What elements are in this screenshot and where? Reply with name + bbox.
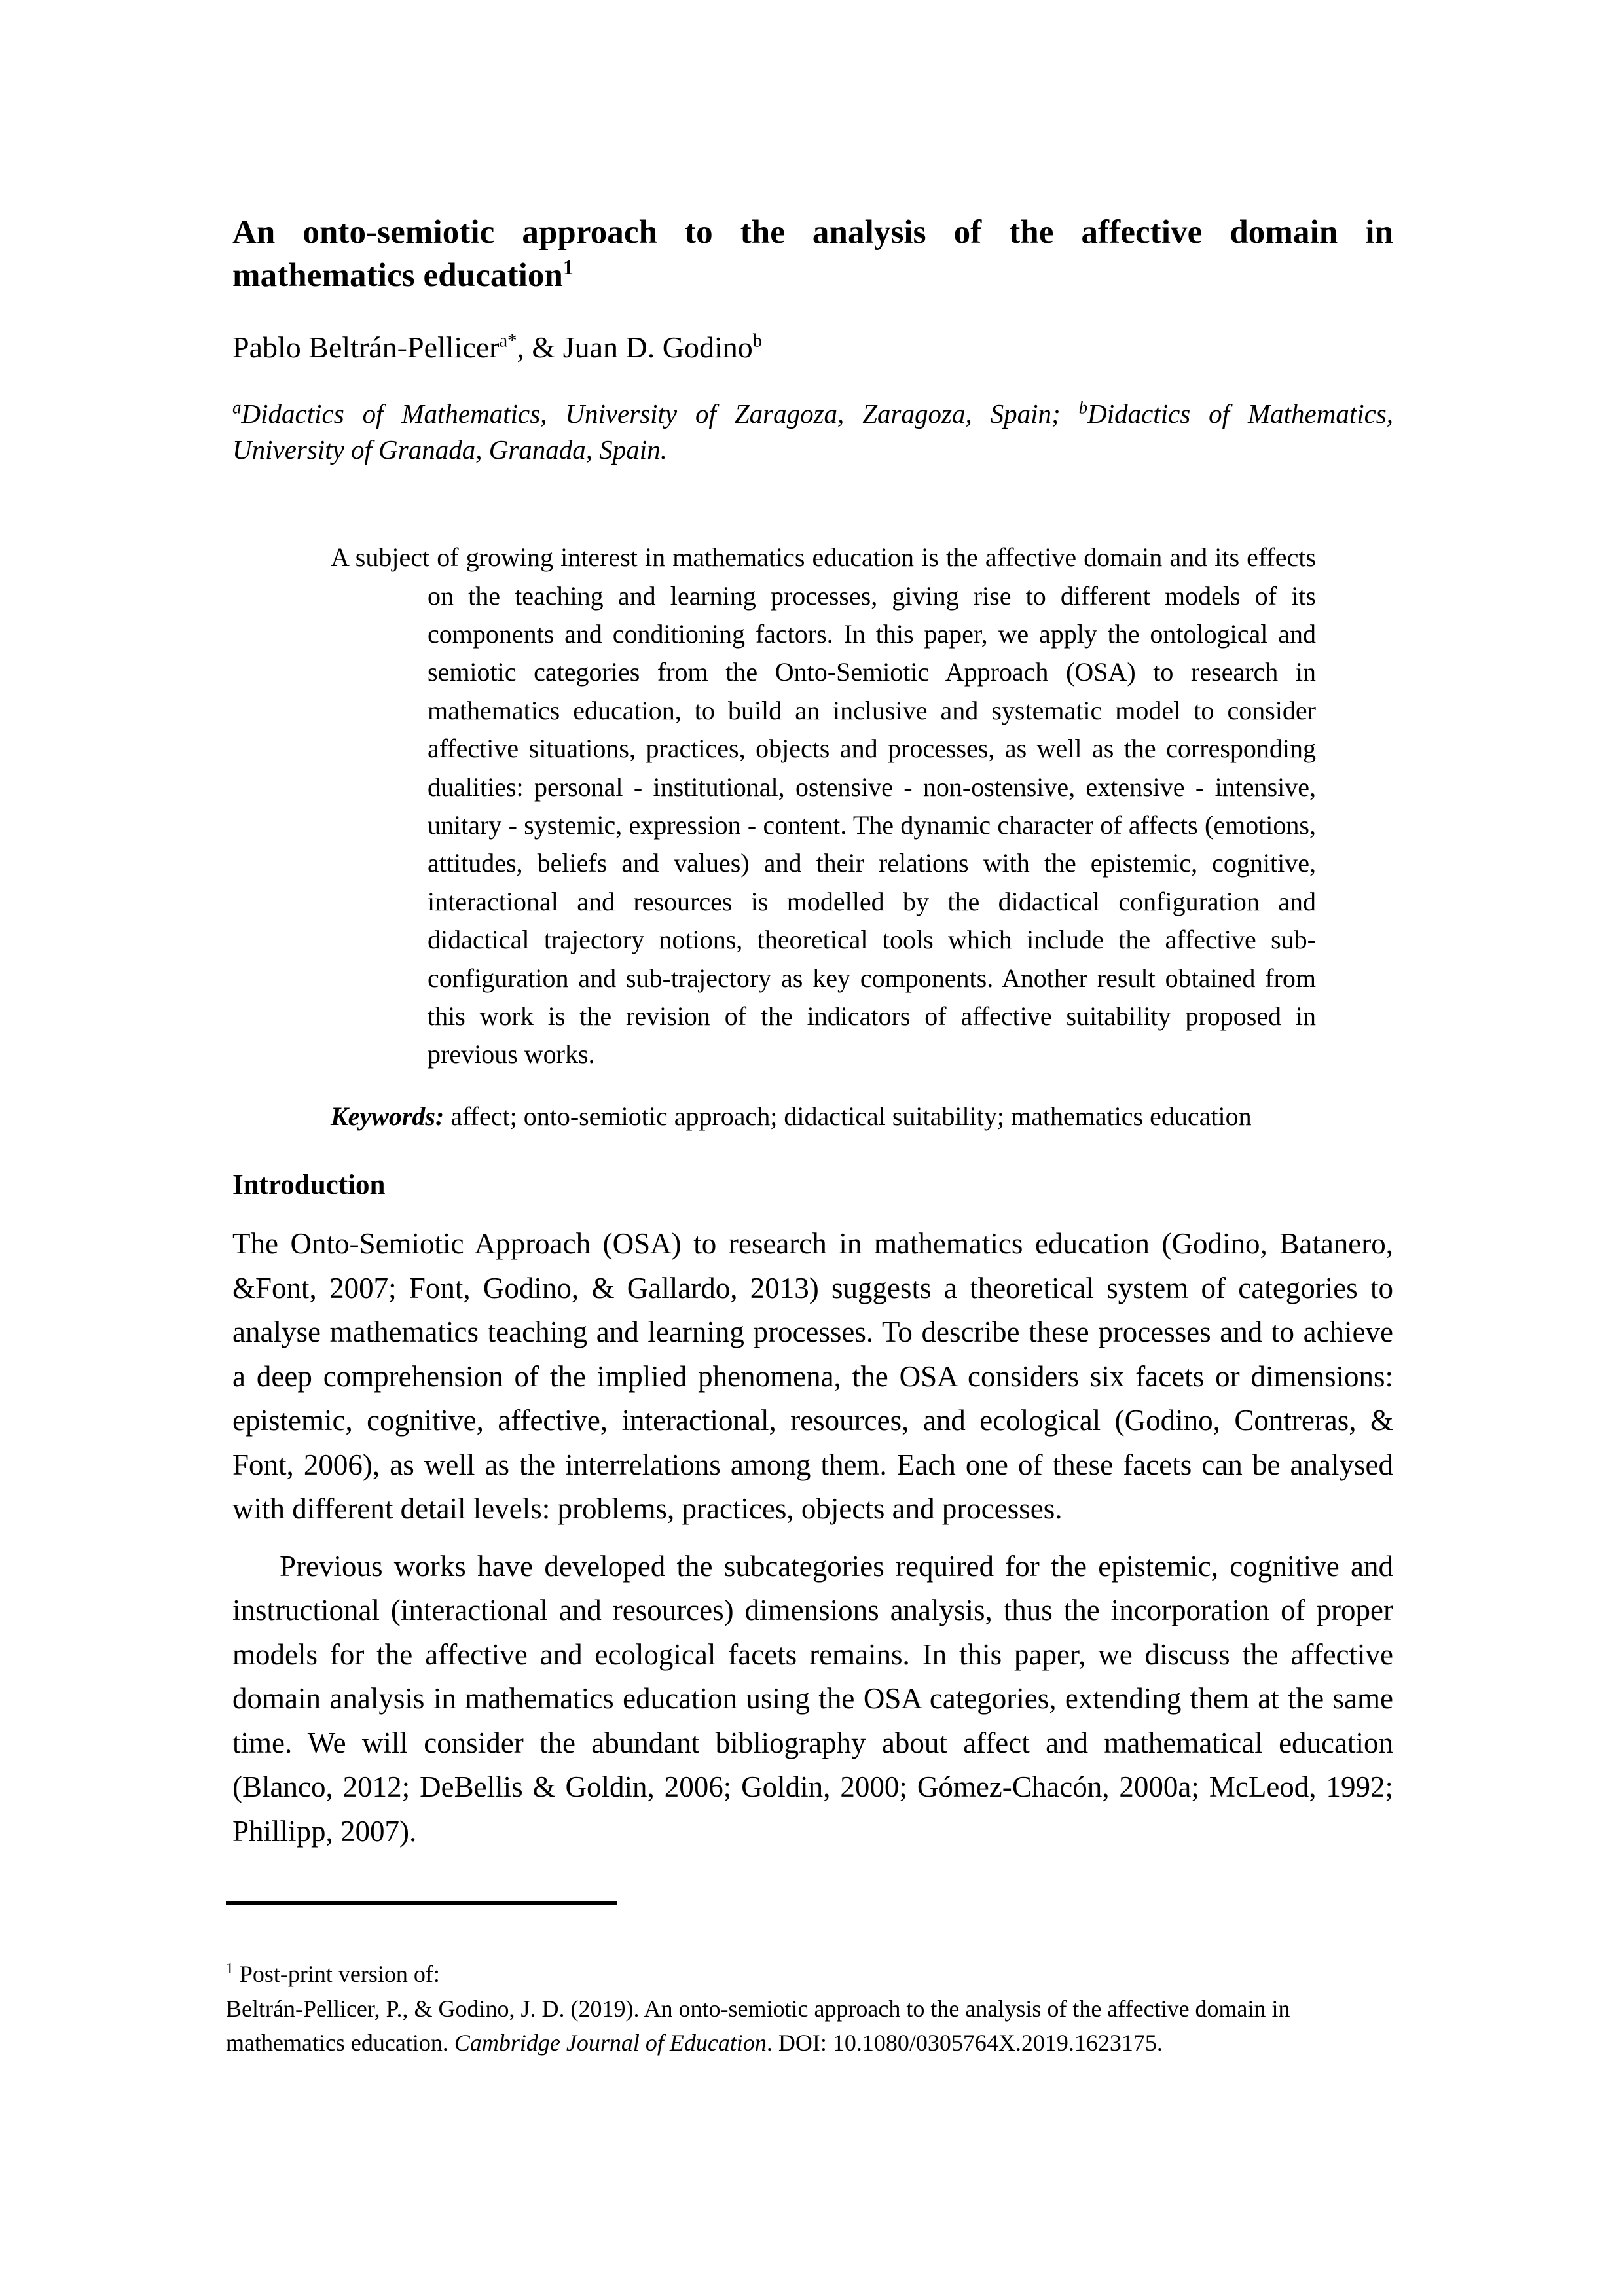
affiliation-text-b: Didactics of Mathematics, University of Granada, Granada, Spain. (232, 399, 1394, 465)
abstract-block (331, 468, 1316, 1136)
author-second-marker: b (752, 331, 763, 351)
abstract-text: A subject of growing interest in mathematics education is the affective domain and its effects on the teaching and learning processes, giving rise to different models of its components and conditioning factors. In this paper, we apply the ontological and semiotic categories from the Onto-Semiotic Approach (OSA) to research in mathematics education, to build an inclusive and systematic model to consider affective situations, practices, objects and processes, as well as the corresponding dualities: personal - institutional, ostensive - non-ostensive, extensive - intensive, unitary - systemic, expression - content. The dynamic character of affects (emotions, attitudes, beliefs and values) and their relations with the epistemic, cognitive, interactional and resources is modelled by the didactical configuration and didactical trajectory notions, theoretical tools which include the affective sub-configuration and sub-trajectory as key components. Another result obtained from this work is the revision of the indicators of affective suitability proposed in previous works. (331, 543, 1316, 1069)
page-title (232, 0, 1393, 298)
footnote-citation-part-2: . DOI: 10.1080/0305764X.2019.1623175. (766, 2030, 1163, 2056)
affiliation-text-a: Didactics of Mathematics, University of Zaragoza, Zaragoza, Spain; (241, 399, 1079, 429)
body-paragraph: The Onto-Semiotic Approach (OSA) to research in mathematics education (Godino, Batanero, &Font, 2007; Font, Godino, & Gallardo, 2013) suggests a theoretical system of categories to analyse mathematics teaching and learning processes. To describe these processes and to achieve a deep comprehension of the implied phenomena, the OSA considers six facets or dimensions: epistemic, cognitive, affective, interactional, resources, and ecological (Godino, Contreras, & Font, 2006), as well as the interrelations among them. Each one of these facets can be analysed with different detail levels: problems, practices, objects and processes. (232, 1227, 1393, 1526)
body-paragraph: Previous works have developed the subcategories required for the epistemic, cognitive and instructional (interactional and resources) dimensions analysis, thus the incorporation of proper models for the affective and ecological facets remains. In this paper, we discuss the affective domain analysis in mathematics education using the OSA categories, extending them at the same time. We will consider the abundant bibliography about affect and mathematical education (Blanco, 2012; DeBellis & Goldin, 2006; Goldin, 2000; Gómez-Chacón, 2000a; McLeod, 1992; Phillipp, 2007). (232, 1549, 1393, 1848)
author-first-name: Pablo Beltrán-Pellicer (232, 330, 500, 364)
author-line (232, 298, 1393, 367)
affiliation-line (232, 367, 1393, 468)
footnote-citation-part-1: Beltrán-Pellicer, P., & Godino, J. D. (2019). An onto-semiotic approach to the analysis of the affective domain in mathematics education. (226, 1995, 1290, 2056)
author-separator: , & (517, 330, 563, 364)
title-footnote-marker: 1 (562, 256, 574, 279)
title-text: An onto-semiotic approach to the analysis of the affective domain in mathematics education (232, 214, 1393, 295)
footnote-line-1: Post-print version of: (233, 1961, 440, 1987)
author-first-marker: a* (499, 331, 517, 351)
author-second-name: Juan D. Godino (562, 330, 753, 364)
footnote-area (226, 1901, 1398, 2060)
keywords-line (331, 1074, 1316, 1136)
footnote-journal-name: Cambridge Journal of Education (454, 2030, 767, 2056)
affiliation-marker-a: a (232, 397, 242, 418)
footnote-text (226, 1905, 1398, 2060)
section-heading-introduction: Introduction (232, 1170, 386, 1201)
keywords-values: affect; onto-semiotic approach; didactical suitability; mathematics education (444, 1101, 1252, 1131)
footnote-marker: 1 (226, 1960, 234, 1977)
page-content (232, 0, 1393, 1854)
keywords-label: Keywords: (331, 1101, 445, 1131)
affiliation-marker-b: b (1078, 397, 1088, 418)
